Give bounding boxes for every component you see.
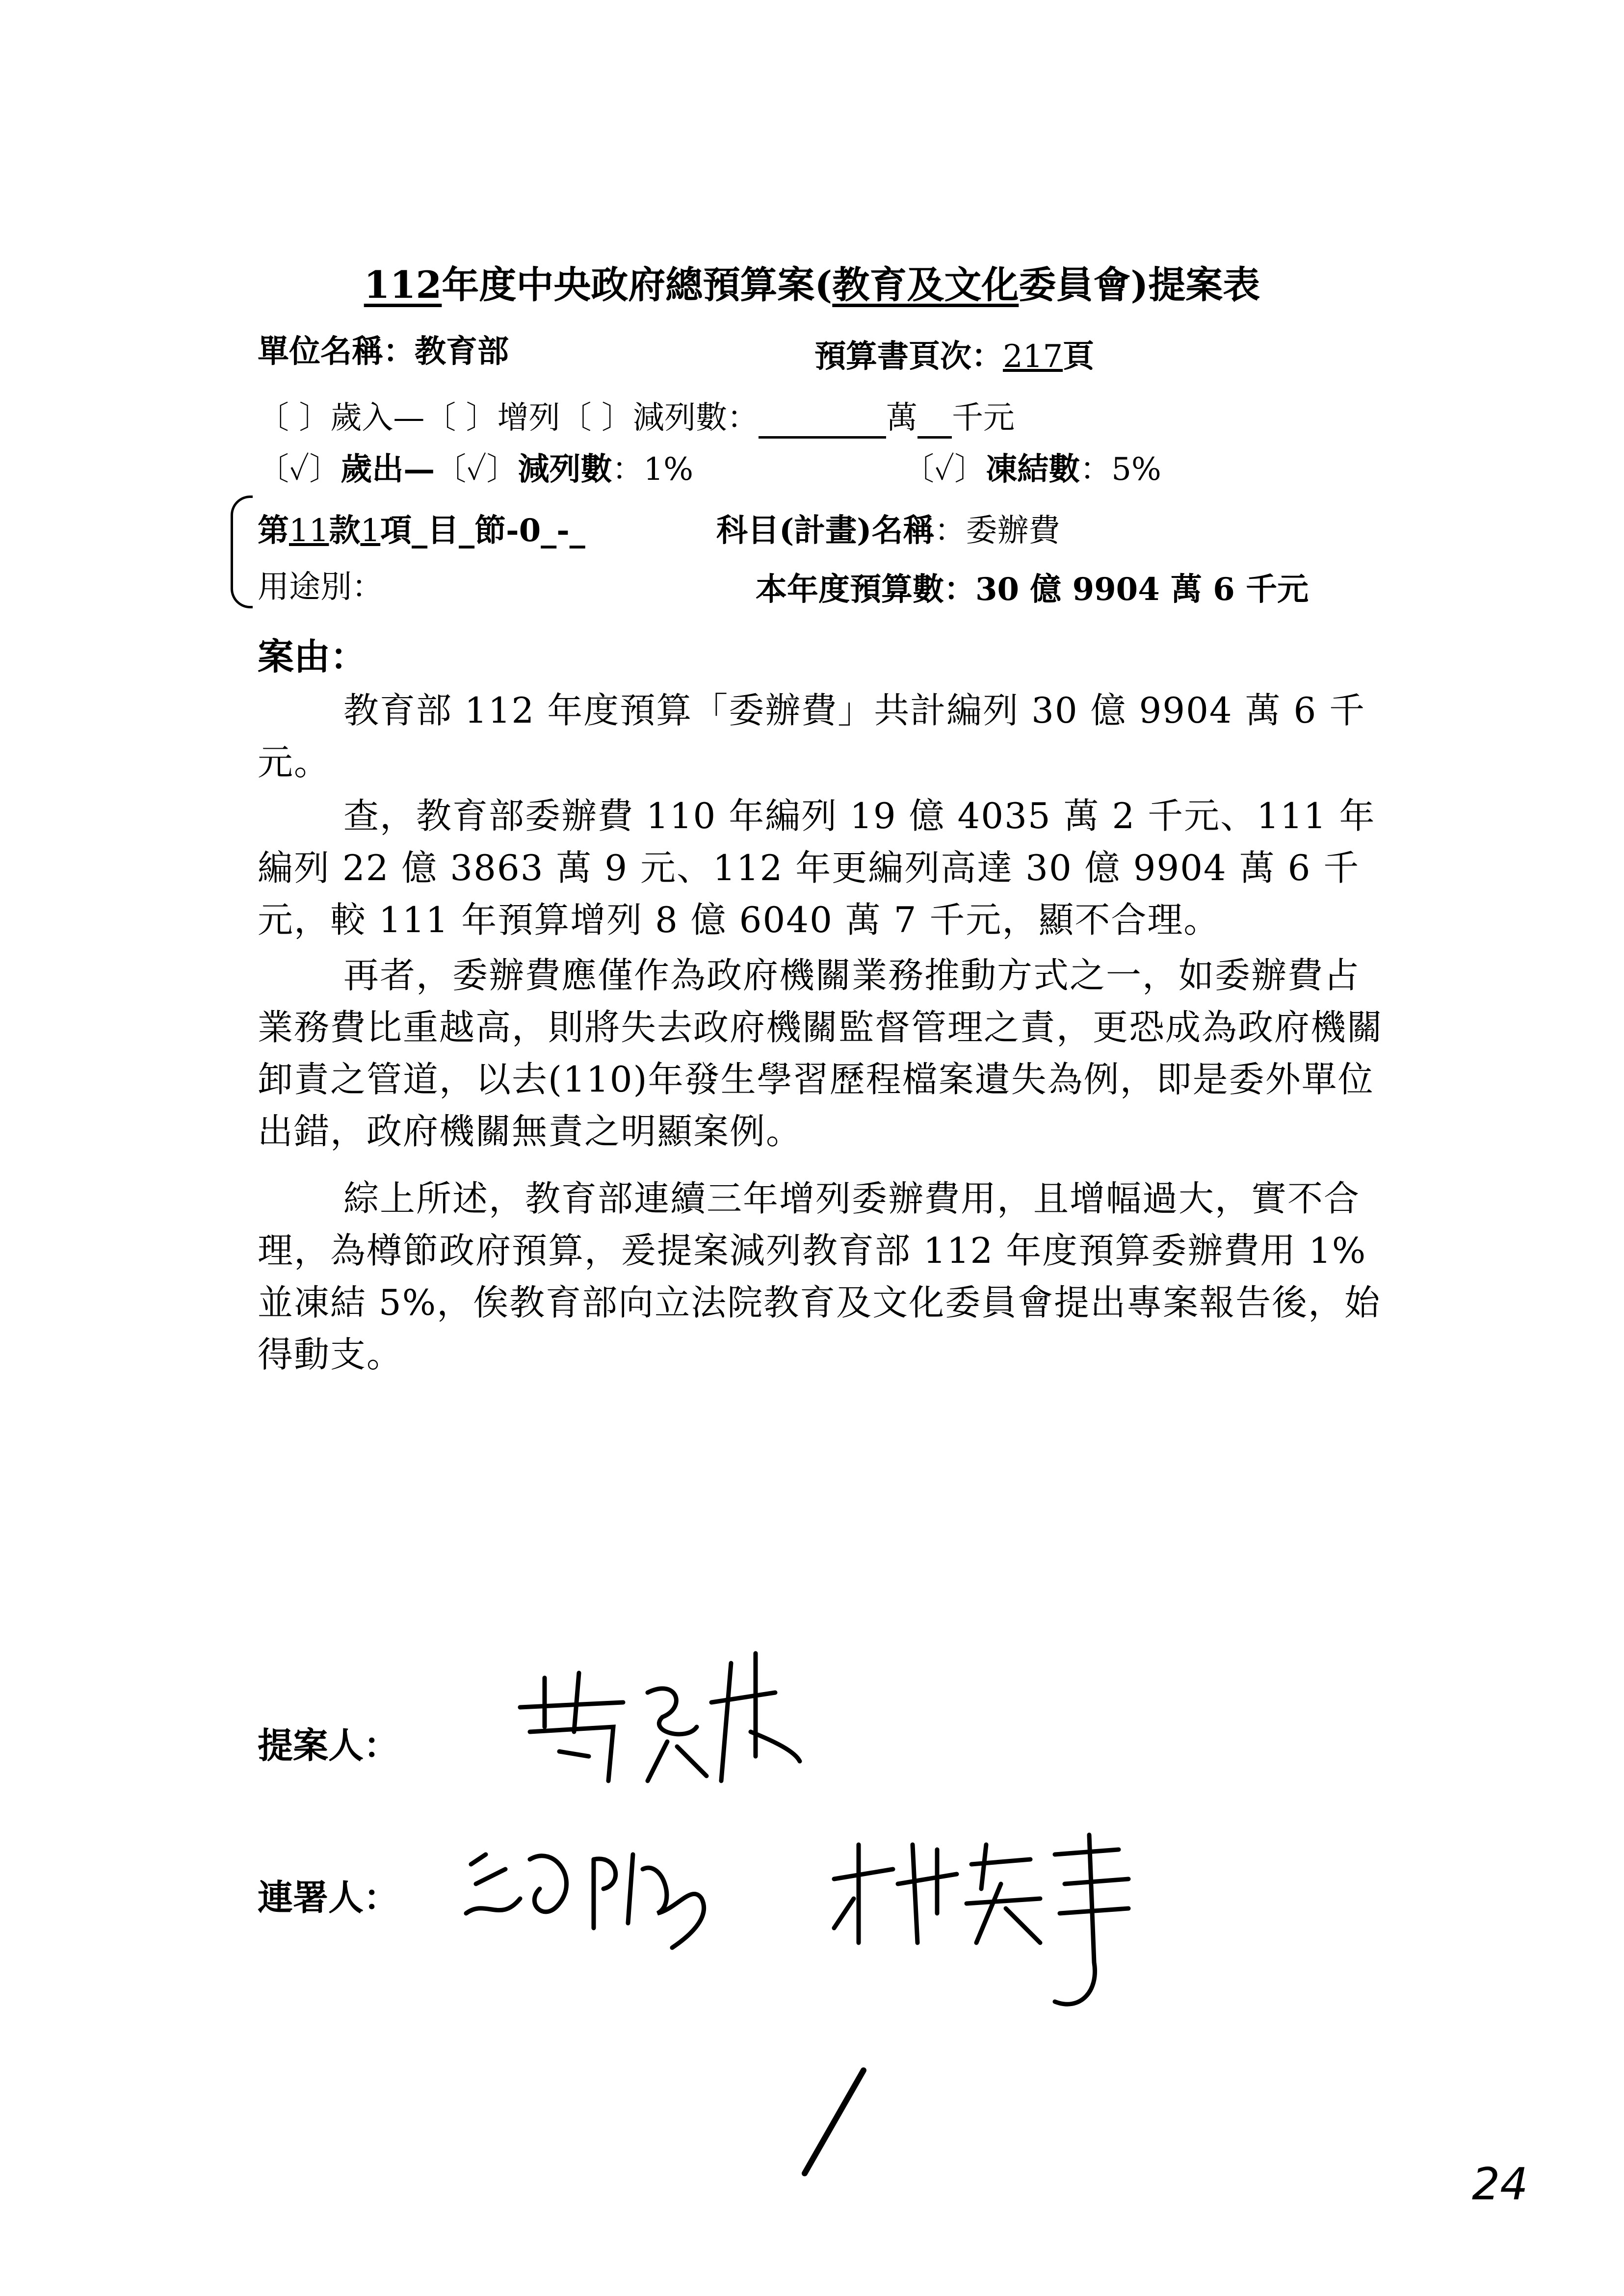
cosigner-signature-2 <box>824 1815 1143 2021</box>
cut-value: ：1% <box>612 451 694 488</box>
page-ref-value: 217 <box>1003 339 1063 375</box>
stroke-mark <box>795 2061 873 2183</box>
paragraph-1: 教育部 112 年度預算「委辦費」共計編列 30 億 9904 萬 6 千元。 <box>258 690 1366 783</box>
unit-value: 教育部 <box>415 333 509 370</box>
bracket <box>231 496 253 608</box>
unit-label: 單位名稱： <box>258 333 415 370</box>
page-ref-row <box>814 331 1094 376</box>
check-box-2: 〔✓〕 <box>435 451 518 488</box>
amount-value: 30 億 9904 萬 6 千元 <box>975 571 1309 608</box>
proposer-label: 提案人： <box>258 1724 399 1766</box>
reason-heading: 案由： <box>258 636 367 678</box>
xiang-suffix: 項_目_節-0_-_ <box>380 512 585 549</box>
freeze-label: 凍結數 <box>986 451 1080 488</box>
check-box-1: 〔✓〕 <box>258 451 341 488</box>
paragraph-4: 綜上所述，教育部連續三年增列委辦費用，且增幅過大，實不合理，為樽節政府預算，爰提案減列教育部 112 年度預算委辦費用 1%並凍結 5%，俟教育部向立法院教育及文化委員會提出專案報告後，始得動支。 <box>258 1178 1381 1375</box>
page-ref-suffix: 頁 <box>1063 338 1095 375</box>
item-line <box>258 505 585 550</box>
amount-label: 本年度預算數： <box>756 571 975 608</box>
kuan-suffix: 款 <box>329 512 361 549</box>
paragraph-2: 查，教育部委辦費 110 年編列 19 億 4035 萬 2 千元、111 年編列 22 億 3863 萬 9 元、112 年更編列高達 30 億 9904 萬 6 千元，較 111 年預算增列 8 億 6040 萬 7 千元，顯不合理。 <box>258 795 1376 940</box>
subject-group <box>716 505 1060 550</box>
title-year: 112 <box>364 263 442 307</box>
kuan-value: 11 <box>289 513 329 549</box>
title-committee: 教育及文化 <box>832 263 1019 307</box>
handwritten-page-number: 24 <box>1472 2159 1528 2210</box>
revenue-blank-2 <box>917 400 952 439</box>
page-ref-label: 預算書頁次： <box>814 338 1003 375</box>
subject-value: ：委辦費 <box>934 513 1060 549</box>
revenue-thousand: 千元 <box>952 400 1015 436</box>
usage-label: 用途別： <box>258 569 383 605</box>
paragraph-3: 再者，委辦費應僅作為政府機關業務推動方式之一，如委辦費占業務費比重越高，則將失去政府機關監督管理之責，更恐成為政府機關卸責之管道，以去(110)年發生學習歷程檔案遺失為例，即是委外單位出錯，政府機關無責之明顯案例。 <box>258 955 1384 1152</box>
usage-line <box>258 562 383 607</box>
expenditure-line <box>258 444 693 489</box>
title-text-2: 委員會)提案表 <box>1019 263 1260 307</box>
proposer-signature <box>500 1634 819 1791</box>
freeze-value: ：5% <box>1080 451 1161 488</box>
cut-label: 減列數 <box>518 451 612 488</box>
xiang-value: 1 <box>360 513 381 549</box>
page-title <box>0 255 1624 309</box>
freeze-group <box>903 444 1161 489</box>
expenditure-label: 歲出— <box>341 451 435 488</box>
unit-row <box>258 326 509 371</box>
revenue-line <box>258 392 1015 439</box>
subject-label: 科目(計畫)名稱 <box>716 512 935 549</box>
check-box-3: 〔✓〕 <box>903 451 986 488</box>
amount-group <box>756 564 1309 609</box>
cosigner-label: 連署人： <box>258 1877 399 1918</box>
revenue-text: 〔 〕歲入—〔 〕增列〔 〕減列數： <box>258 400 759 436</box>
kuan-label: 第 <box>258 512 289 549</box>
title-text-1: 年度中央政府總預算案( <box>442 263 833 307</box>
revenue-blank <box>759 400 886 439</box>
revenue-wan: 萬 <box>886 400 918 436</box>
cosigner-signature-1 <box>456 1825 775 1953</box>
